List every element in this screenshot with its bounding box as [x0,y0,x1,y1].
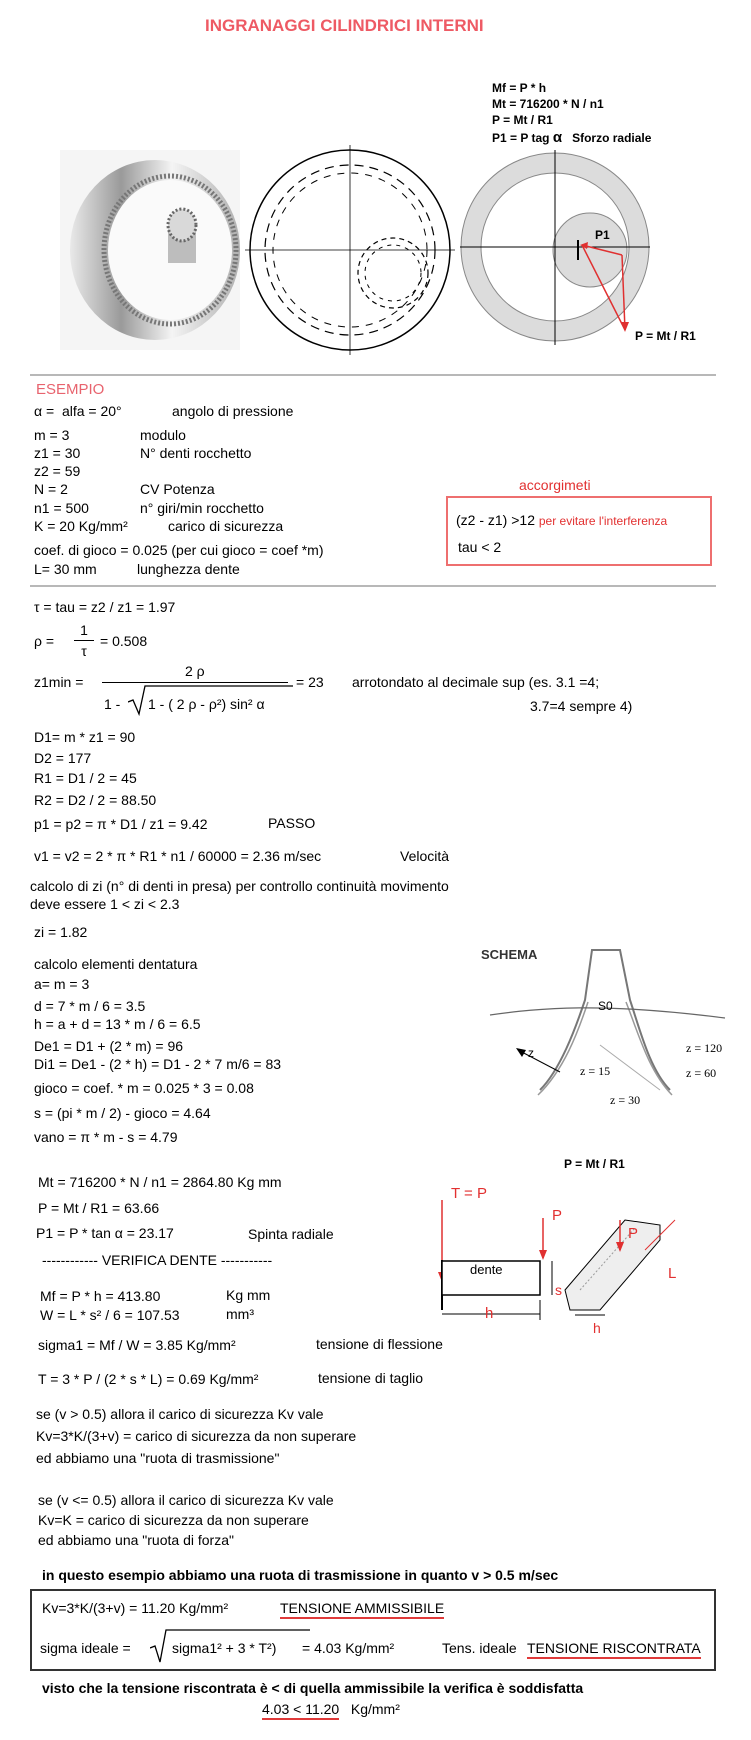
sigma1-line: sigma1 = Mf / W = 3.85 Kg/mm² [38,1337,236,1353]
t-desc: tensione di taglio [318,1370,424,1386]
rho-fraction-bar [74,640,94,641]
tau-line: τ = tau = z2 / z1 = 1.97 [34,599,176,615]
summary-line: in questo esempio abbiamo una ruota di trasmissione in quanto v > 0.5 m/sec [42,1567,559,1583]
gioco-line: gioco = coef. * m = 0.025 * 3 = 0.08 [34,1080,254,1096]
z1min-den-b: 1 - ( 2 ρ - ρ²) sin² α [148,696,265,712]
kv-line: Kv=3*K/(3+v) = 11.20 Kg/mm² [42,1600,229,1616]
beam-l-label: L [668,1265,677,1282]
l-value: L= 30 mm [34,561,97,577]
rho-left: ρ = [34,633,55,649]
z1-desc: N° denti rocchetto [140,445,252,461]
n1-desc: n° giri/min rocchetto [140,500,264,516]
case2-line2: Kv=K = carico di sicurezza da non superare [38,1512,309,1528]
beam-h2-label: h [593,1320,601,1336]
formula-p: P = Mt / R1 [492,113,553,127]
vano-line: vano = π * m - s = 4.79 [34,1129,178,1145]
zi-range: deve essere 1 < zi < 2.3 [30,896,180,912]
di1-line: Di1 = De1 - (2 * h) = D1 - 2 * 7 m/6 = 83 [34,1056,282,1072]
accorgimenti-box [446,496,712,566]
case2-line1: se (v <= 0.5) allora il carico di sicurezza Kv vale [38,1492,334,1508]
z1min-note2: 3.7=4 sempre 4) [530,698,633,714]
example-heading: ESEMPIO [36,381,105,398]
n-value: N = 2 [34,481,68,497]
tooth-profile-schema [480,940,730,1115]
a-line: a= m = 3 [34,976,90,992]
schema-z15: z = 15 [580,1064,611,1078]
beam-tp-label: T = P [451,1185,487,1202]
n1-value: n1 = 500 [34,500,89,516]
z1min-numerator: 2 ρ [185,663,205,679]
mt-line: Mt = 716200 * N / n1 = 2864.80 Kg mm [38,1174,282,1190]
case1-line3: ed abbiamo una "ruota di trasmissione" [36,1450,280,1466]
z1min-value: = 23 [296,674,324,690]
formula-p1: P1 = P tag α Sforzo radiale [492,129,652,146]
schema-caption: P = Mt / R1 [564,1157,625,1171]
cantilever-diagram [430,1180,720,1340]
dentatura-heading: calcolo elementi dentatura [34,956,198,972]
p-force-label: P = Mt / R1 [635,329,696,343]
pitch-line: p1 = p2 = π * D1 / z1 = 9.42 [34,816,208,832]
l-desc: lunghezza dente [137,561,240,577]
d-line: d = 7 * m / 6 = 3.5 [34,998,146,1014]
mf-unit: Kg mm [226,1287,271,1303]
accorgimenti-cond1: (z2 - z1) >12 per evitare l'interferenza [456,512,668,528]
mf-line: Mf = P * h = 413.80 [40,1288,161,1304]
d2-line: D2 = 177 [34,750,92,766]
schema-z30: z = 30 [610,1093,641,1107]
beam-p-red-label: P [628,1225,639,1242]
schema-s0: S0 [598,999,613,1013]
page-title: INGRANAGGI CILINDRICI INTERNI [205,16,484,35]
sigma-ideale-root: sigma1² + 3 * T²) [172,1640,277,1656]
alpha-desc: angolo di pressione [172,403,294,419]
sigma-ideale-left: sigma ideale = [40,1640,131,1656]
m-desc: modulo [140,427,186,443]
internal-gear-diagram [245,145,455,355]
coef-line: coef. di gioco = 0.025 (per cui gioco = coef *m) [34,542,324,558]
schema-z60: z = 60 [686,1066,717,1080]
beam-s-label: s [555,1282,562,1298]
internal-gear-photo [60,150,240,350]
z1min-left: z1min = [34,674,84,690]
kv-label: TENSIONE AMMISSIBILE [280,1600,444,1616]
rho-denominator: τ [81,643,87,659]
accorgimenti-heading: accorgimeti [519,477,591,493]
case1-line1: se (v > 0.5) allora il carico di sicurezza Kv vale [36,1406,324,1422]
velocity-line: v1 = v2 = 2 * π * R1 * n1 / 60000 = 2.36 m/sec [34,848,322,864]
s-line: s = (pi * m / 2) - gioco = 4.64 [34,1105,211,1121]
p1-line: P1 = P * tan α = 23.17 [36,1225,174,1241]
passo-label: PASSO [268,815,316,831]
rho-numerator: 1 [80,622,88,638]
p1-desc: Spinta radiale [248,1226,334,1242]
divider [30,374,716,376]
sigma-ideale-value: = 4.03 Kg/mm² [302,1640,395,1656]
sigma1-desc: tensione di flessione [316,1336,443,1352]
z1min-fraction-bar [102,682,288,683]
sigma-ideale-tens: Tens. ideale [442,1640,517,1656]
z1-value: z1 = 30 [34,445,81,461]
w-unit: mm³ [226,1306,254,1322]
schema-z120: z = 120 [686,1041,723,1055]
schema-z: z [528,1046,534,1060]
final-line: visto che la tensione riscontrata è < di quella ammissibile la verifica è soddisfatta [42,1680,584,1696]
zi-heading: calcolo di zi (n° di denti in presa) per controllo continuità movimento [30,878,449,894]
z1min-note1: arrotondato al decimale sup (es. 3.1 =4; [352,674,600,690]
case1-line2: Kv=3*K/(3+v) = carico di sicurezza da non superare [36,1428,357,1444]
divider [30,585,716,587]
sigma-ideale-label: TENSIONE RISCONTRATA [527,1640,701,1656]
case2-line3: ed abbiamo una "ruota di forza" [38,1532,234,1548]
verifica-heading: ------------ VERIFICA DENTE ----------- [42,1252,273,1268]
d1-line: D1= m * z1 = 90 [34,729,136,745]
z2-value: z2 = 59 [34,463,81,479]
rho-value: = 0.508 [100,633,148,649]
beam-p-label: P [552,1207,563,1224]
k-desc: carico di sicurezza [168,518,284,534]
formula-mf: Mf = P * h [492,81,547,95]
schema-label: SCHEMA [481,947,538,962]
p1-label: P1 [595,228,610,242]
accorgimenti-cond2: tau < 2 [458,539,502,555]
m-value: m = 3 [34,427,70,443]
beam-dente-label: dente [470,1262,503,1277]
compare-line: 4.03 < 11.20 Kg/mm² [262,1701,400,1717]
k-value: K = 20 Kg/mm² [34,518,128,534]
alpha-line: α = alfa = 20° [34,403,122,419]
beam-h-label: h [485,1305,494,1322]
r2-line: R2 = D2 / 2 = 88.50 [34,792,157,808]
force-diagram [460,150,650,350]
p-line: P = Mt / R1 = 63.66 [38,1200,160,1216]
formula-mt: Mt = 716200 * N / n1 [492,97,604,111]
zi-value: zi = 1.82 [34,924,88,940]
h-line: h = a + d = 13 * m / 6 = 6.5 [34,1016,201,1032]
velocita-label: Velocità [400,848,450,864]
w-line: W = L * s² / 6 = 107.53 [40,1307,180,1323]
t-line: T = 3 * P / (2 * s * L) = 0.69 Kg/mm² [38,1371,259,1387]
de1-line: De1 = D1 + (2 * m) = 96 [34,1038,184,1054]
z1min-den-a: 1 - [104,696,121,712]
r1-line: R1 = D1 / 2 = 45 [34,770,137,786]
n-desc: CV Potenza [140,481,215,497]
